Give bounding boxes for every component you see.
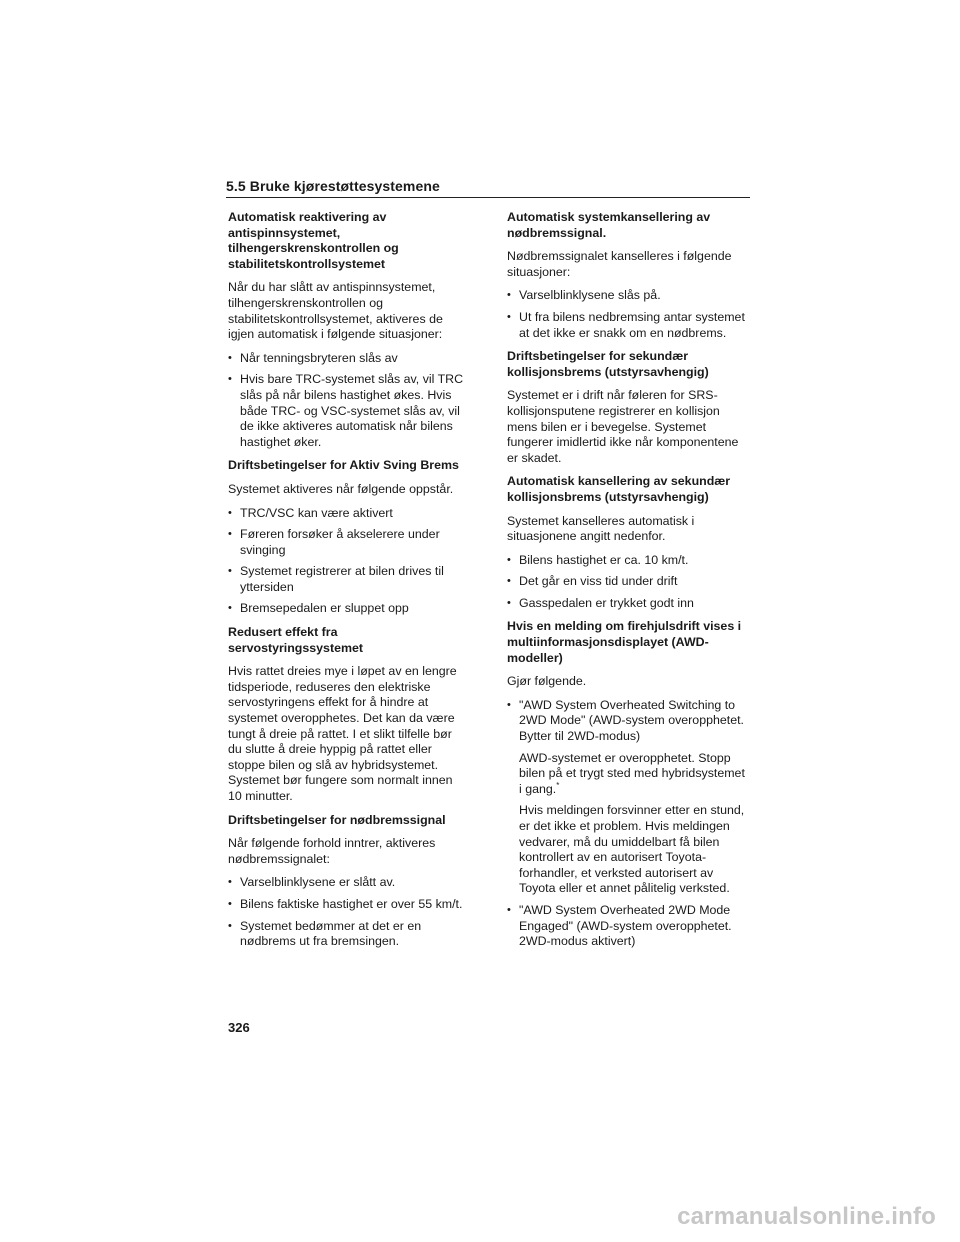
list-item: • Når tenningsbryteren slås av bbox=[228, 351, 468, 367]
heading-awd-message: Hvis en melding om firehjulsdrift vises i multiinformasjonsdisplayet (AWD-modeller) bbox=[507, 619, 742, 665]
awd-instruction-stop bbox=[519, 751, 747, 798]
section-header bbox=[226, 178, 750, 198]
list-item: • Varselblinklysene slås på. bbox=[507, 288, 747, 304]
left-column bbox=[228, 210, 468, 958]
bullet-list-awd-messages bbox=[507, 698, 747, 950]
awd-message-engaged: • "AWD System Overheated 2WD Mode Engaged" (AWD-system overopphetet. 2WD-modus aktivert) bbox=[519, 902, 732, 949]
list-item: • Systemet registrerer at bilen drives til yttersiden bbox=[228, 564, 468, 595]
list-item: • Varselblinklysene er slått av. bbox=[228, 875, 468, 891]
paragraph-signal-cancellation: Nødbremssignalet kanselleres i følgende situasjoner: bbox=[507, 249, 732, 279]
page-number: 326 bbox=[228, 1020, 250, 1035]
bullet-list-emergency-signal bbox=[228, 875, 468, 949]
right-column bbox=[507, 210, 747, 958]
heading-signal-cancellation: Automatisk systemkansellering av nødbremssignal. bbox=[507, 210, 711, 240]
list-item bbox=[507, 698, 747, 897]
paragraph-active-cornering-brake: Systemet aktiveres når følgende oppstår. bbox=[228, 481, 454, 496]
list-item: • Systemet bedømmer at det er en nødbrems ut fra bremsingen. bbox=[228, 919, 468, 950]
bullet-list-reactivation bbox=[228, 351, 468, 451]
awd-message-switching: • "AWD System Overheated Switching to 2WD Mode" (AWD-system overopphetet. Bytter til 2WD-modus) bbox=[519, 697, 744, 744]
bullet-list-cornering bbox=[228, 506, 468, 618]
paragraph-emergency-brake-signal: Når følgende forhold inntrer, aktiveres nødbremssignalet: bbox=[228, 836, 436, 866]
bullet-list-signal-cancellation bbox=[507, 288, 747, 341]
list-item: • Hvis bare TRC-systemet slås av, vil TRC slås på når bilens hastighet økes. Hvis både TRC- og VSC-systemet slås av, vil de ikke aktiveres automatisk når bilens hastighet øker. bbox=[228, 372, 468, 450]
list-item: • Bilens faktiske hastighet er over 55 km/t. bbox=[228, 897, 468, 913]
paragraph-awd-message: Gjør følgende. bbox=[507, 674, 587, 689]
list-item bbox=[507, 903, 747, 950]
paragraph-power-steering: Hvis rattet dreies mye i løpet av en lengre tidsperiode, reduseres den elektriske servostyringens effekt for å hindre at systemet overopphetes. Det kan da være tungt å dreie på rattet. I et slikt tilfelle bør du slutte å dreie hyppig på rattet eller stoppe bilen og slå av hybridsystemet. Systemet bør fungere som normalt innen 10 minutter. bbox=[228, 664, 457, 803]
heading-active-cornering-brake: Driftsbetingelser for Aktiv Sving Brems bbox=[228, 458, 459, 473]
list-item: • Gasspedalen er trykket godt inn bbox=[507, 596, 747, 612]
footnote-marker: * bbox=[556, 780, 560, 790]
heading-secondary-collision-brake: Driftsbetingelser for sekundær kollisjonsbrems (utstyrsavhengig) bbox=[507, 349, 709, 379]
heading-auto-reactivation: Automatisk reaktivering av antispinnsystemet, tilhengerskrenskontrollen og stabilitetskontrollsystemet bbox=[228, 210, 399, 271]
paragraph-secondary-collision-brake: Systemet er i drift når føleren for SRS-kollisjonsputene registrerer en kollisjon mens bilen er i bevegelse. Systemet fungerer imidlertid ikke når komponentene er skadet. bbox=[507, 388, 739, 465]
awd-instruction-stop-text: AWD-systemet er overopphetet. Stopp bilen på et trygt sted med hybridsystemet i gang. bbox=[519, 750, 745, 796]
paragraph-secondary-brake-cancellation: Systemet kanselleres automatisk i situasjonene angitt nedenfor. bbox=[507, 513, 695, 544]
awd-instruction-inspect: Hvis meldingen forsvinner etter en stund, er det ikke et problem. Hvis meldingen vedvarer, må du umiddelbart få bilen kontrollert av en autorisert Toyota-forhandler, et verksted autorisert av Toyota eller et annet pålitelig verksted. bbox=[519, 803, 745, 896]
bullet-list-brake-cancellation bbox=[507, 553, 747, 612]
list-item: • Ut fra bilens nedbremsing antar systemet at det ikke er snakk om en nødbrems. bbox=[507, 310, 747, 341]
heading-power-steering: Redusert effekt fra servostyringssystemet bbox=[228, 625, 363, 655]
paragraph-auto-reactivation: Når du har slått av antispinnsystemet, tilhengerskrenskontrollen og stabilitetskontrollsystemet, aktiveres de igjen automatisk i følgende situasjoner: bbox=[228, 280, 443, 342]
watermark-text: carmanualsonline.info bbox=[677, 1203, 936, 1230]
list-item: • Føreren forsøker å akselerere under svinging bbox=[228, 527, 468, 558]
heading-secondary-brake-cancellation: Automatisk kansellering av sekundær kollisjonsbrems (utstyrsavhengig) bbox=[507, 474, 731, 504]
section-title: 5.5 Bruke kjørestøttesystemene bbox=[226, 178, 440, 194]
list-item: • TRC/VSC kan være aktivert bbox=[228, 506, 468, 522]
list-item: • Det går en viss tid under drift bbox=[507, 574, 747, 590]
list-item: • Bremsepedalen er sluppet opp bbox=[228, 601, 468, 617]
list-item: • Bilens hastighet er ca. 10 km/t. bbox=[507, 553, 747, 569]
heading-emergency-brake-signal: Driftsbetingelser for nødbremssignal bbox=[228, 812, 446, 827]
